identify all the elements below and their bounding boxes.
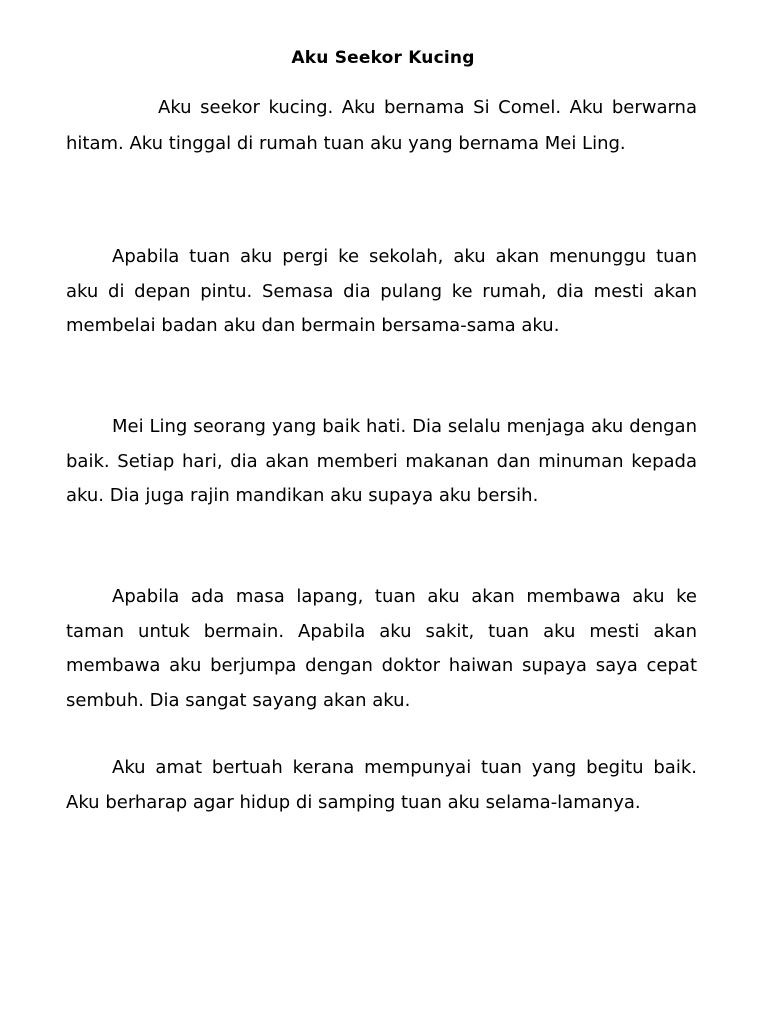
paragraph-5: Aku amat bertuah kerana mempunyai tuan yang begitu baik. Aku berharap agar hidup di samping tuan aku selama-lamanya. bbox=[66, 757, 697, 813]
paragraph-4: Apabila ada masa lapang, tuan aku akan membawa aku ke taman untuk bermain. Apabila aku sakit, tuan aku mesti akan membawa aku berjumpa dengan doktor haiwan supaya saya cepat sembuh. Dia sangat sayang akan aku. bbox=[66, 586, 697, 711]
paragraph-3: Mei Ling seorang yang baik hati. Dia selalu menjaga aku dengan baik. Setiap hari, dia akan memberi makanan dan minuman kepada aku. Dia juga rajin mandikan aku supaya aku bersih. bbox=[66, 416, 697, 506]
document-title: Aku Seekor Kucing bbox=[291, 48, 475, 68]
paragraph-2: Apabila tuan aku pergi ke sekolah, aku akan menunggu tuan aku di depan pintu. Semasa dia pulang ke rumah, dia mesti akan membelai badan aku dan bermain bersama-sama aku. bbox=[66, 246, 697, 336]
paragraph-1: Aku seekor kucing. Aku bernama Si Comel. Aku berwarna hitam. Aku tinggal di rumah tuan aku yang bernama Mei Ling. bbox=[66, 97, 697, 154]
